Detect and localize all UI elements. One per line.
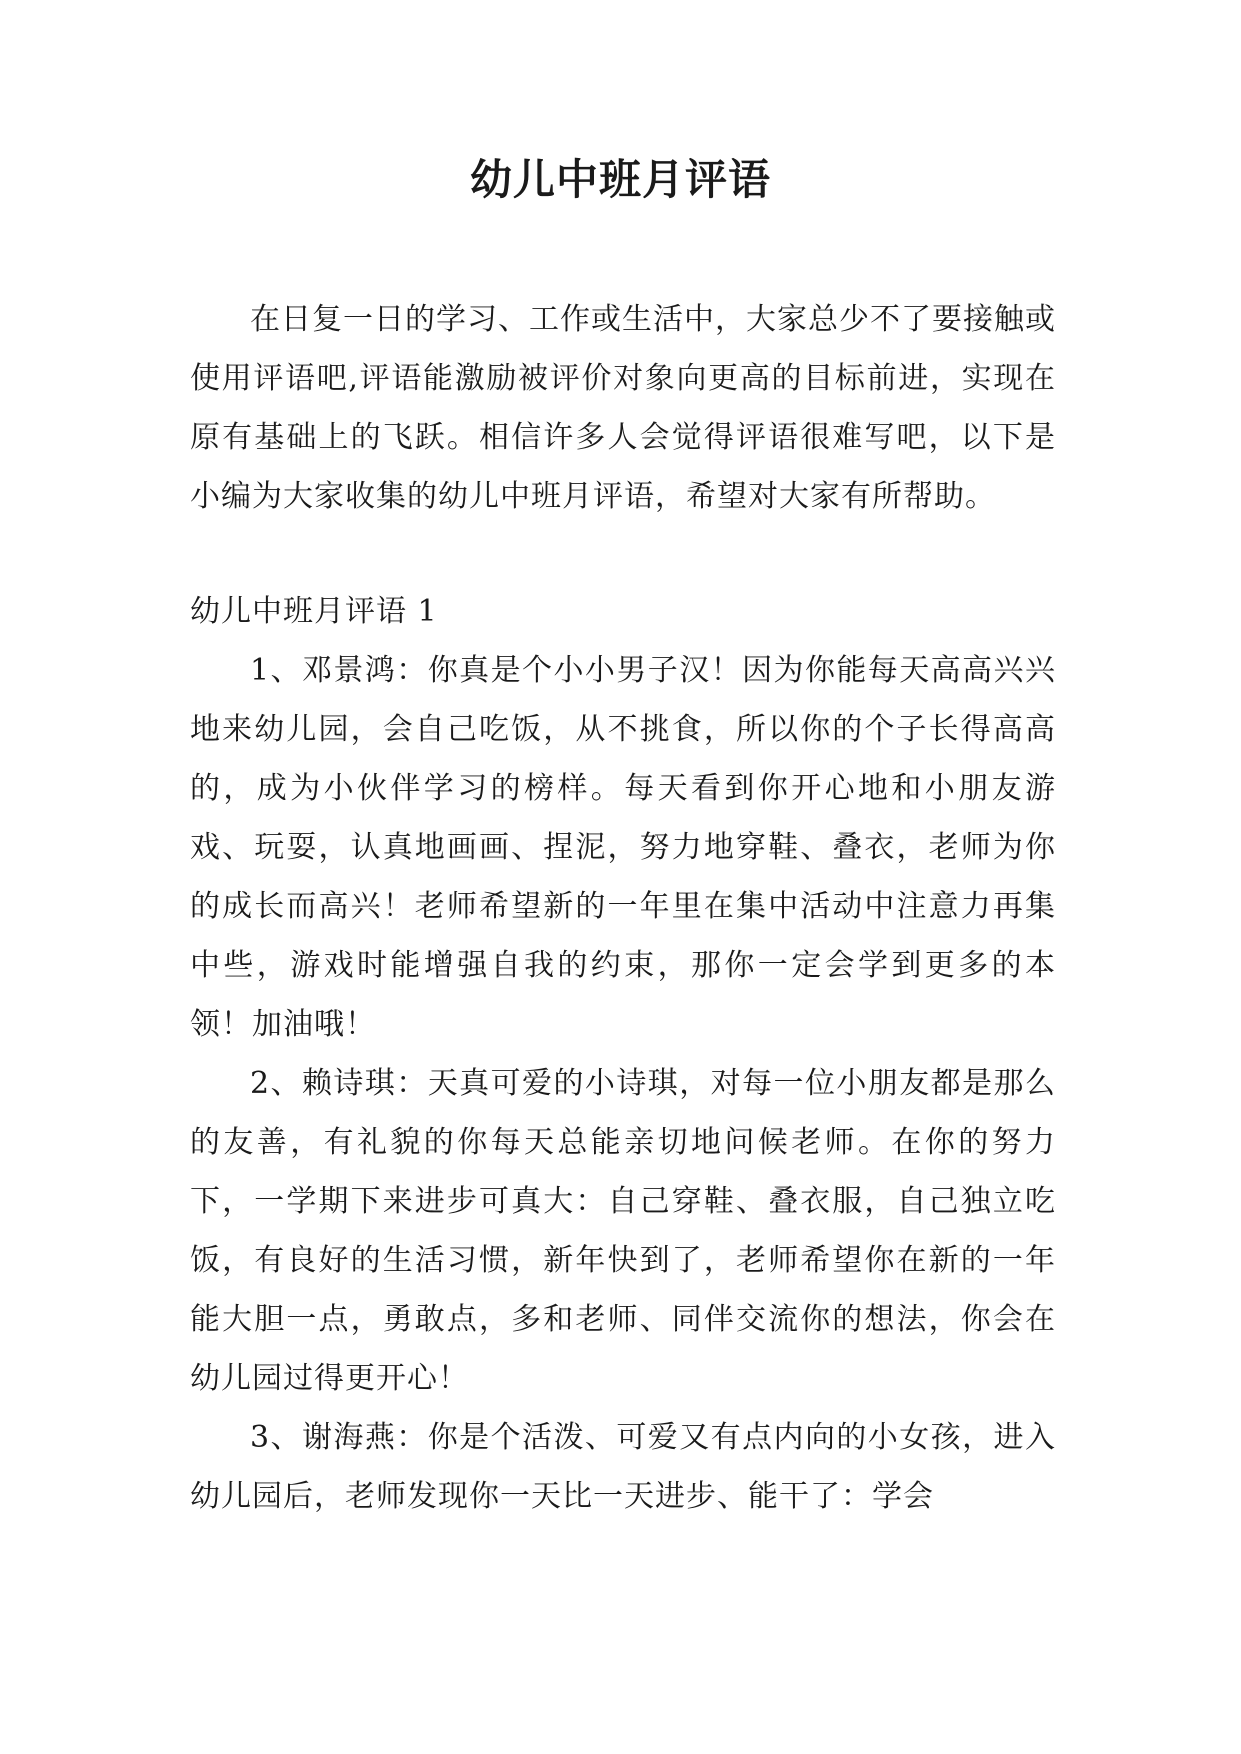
comment-item-3: 3、谢海燕：你是个活泼、可爱又有点内向的小女孩，进入幼儿园后，老师发现你一天比一天进步、能干了：学会	[190, 1420, 1056, 1514]
comment-item-1: 1、邓景鸿：你真是个小小男子汉！因为你能每天高高兴兴地来幼儿园，会自己吃饭，从不挑食，所以你的个子长得高高的，成为小伙伴学习的榜样。每天看到你开心地和小朋友游戏、玩耍，认真地画画、捏泥，努力地穿鞋、叠衣，老师为你的成长而高兴！老师希望新的一年里在集中活动中注意力再集中些，游戏时能增强自我的约束，那你一定会学到更多的本领！加油哦！	[190, 653, 1056, 1042]
document-body	[190, 290, 1056, 1526]
intro-paragraph: 在日复一日的学习、工作或生活中，大家总少不了要接触或使用评语吧,评语能激励被评价对象向更高的目标前进，实现在原有基础上的飞跃。相信许多人会觉得评语很难写吧，以下是小编为大家收集的幼儿中班月评语，希望对大家有所帮助。	[190, 302, 1056, 514]
section-heading: 幼儿中班月评语 1	[190, 594, 438, 629]
comment-item-2: 2、赖诗琪：天真可爱的小诗琪，对每一位小朋友都是那么的友善，有礼貌的你每天总能亲切地问候老师。在你的努力下，一学期下来进步可真大：自己穿鞋、叠衣服，自己独立吃饭，有良好的生活习惯，新年快到了，老师希望你在新的一年能大胆一点，勇敢点，多和老师、同伴交流你的想法，你会在幼儿园过得更开心！	[190, 1066, 1056, 1396]
document-title: 幼儿中班月评语	[469, 155, 771, 204]
